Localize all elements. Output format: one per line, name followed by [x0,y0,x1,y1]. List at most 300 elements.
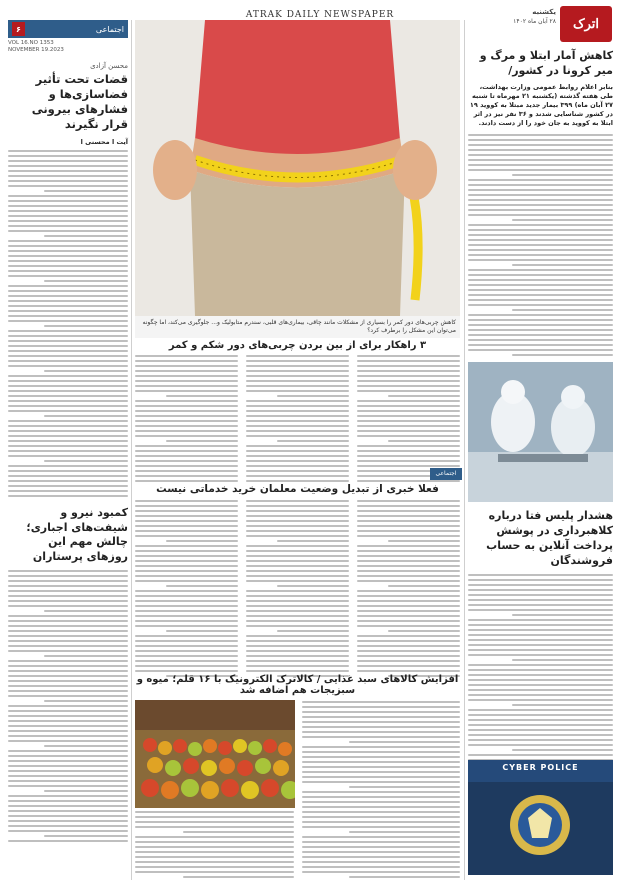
text-line [8,390,128,392]
text-line [8,155,128,157]
text-line [246,505,349,507]
text-line [246,355,349,357]
text-line [8,195,128,197]
text-line [8,825,128,827]
text-line [512,309,614,311]
left-article-headline: قضات تحت تأثیر فضاسازی‌ها و فشارهای بیرونی قرار نگیرند [31,72,128,131]
text-line [8,735,128,737]
text-line [246,615,349,617]
text-line [468,734,613,736]
text-line [44,745,128,747]
text-line [512,749,614,751]
text-line [135,565,238,567]
text-line [44,235,128,237]
text-line [357,480,460,482]
text-line [8,710,128,712]
text-line [357,365,460,367]
text-line [8,355,128,357]
text-line [468,269,613,271]
text-line [349,876,460,878]
text-line [135,530,238,532]
text-line [357,595,460,597]
text-line [302,736,461,738]
text-line [8,310,128,312]
text-line [8,475,128,477]
text-line [135,670,238,672]
text-line [277,540,349,542]
text-line [357,535,460,537]
text-line [135,620,238,622]
text-line [468,594,613,596]
text-line [468,349,613,351]
text-line [135,856,294,858]
text-line [357,560,460,562]
text-line [135,460,238,462]
text-line [357,500,460,502]
text-line [8,215,128,217]
text-line [357,570,460,572]
text-line [135,400,238,402]
text-line [468,319,613,321]
text-line [166,630,238,632]
text-line [246,625,349,627]
fruit-market-photo [135,700,295,808]
text-line [8,800,128,802]
text-line [357,465,460,467]
text-line [357,550,460,552]
text-line [8,570,128,572]
text-line [357,505,460,507]
text-line [8,730,128,732]
text-line [8,340,128,342]
text-line [246,610,349,612]
text-line [135,505,238,507]
text-line [246,665,349,667]
text-line [246,500,349,502]
text-line [302,811,461,813]
text-line [246,375,349,377]
fat-article-headline: ۳ راهکار برای از بین بردن چربی‌های دور شکم و کمر [168,340,427,351]
text-line [357,610,460,612]
text-line [8,495,128,497]
text-line [246,470,349,472]
text-line [357,575,460,577]
text-line [8,490,128,492]
text-line [357,665,460,667]
text-line [357,435,460,437]
text-line [246,405,349,407]
cyber-police-illustration [468,760,613,875]
text-line [246,640,349,642]
text-line [357,590,460,592]
text-line [468,604,613,606]
fat-article-column [246,355,349,482]
text-line [302,776,461,778]
text-line [135,450,238,452]
text-line [302,746,461,748]
text-line [135,410,238,412]
text-line [135,580,238,582]
text-line [357,625,460,627]
text-line [302,826,461,828]
text-line [135,851,294,853]
text-line [44,190,128,192]
text-line [246,360,349,362]
left-article-subhead: آیت ا محسنی ا [80,138,128,146]
text-line [468,204,613,206]
text-line [302,726,461,728]
text-line [8,480,128,482]
text-line [135,811,294,813]
text-line [388,395,460,397]
text-line [246,660,349,662]
text-line [357,645,460,647]
text-line [468,159,613,161]
text-line [246,555,349,557]
text-line [246,605,349,607]
text-line [357,525,460,527]
text-line [246,645,349,647]
text-line [135,470,238,472]
text-line [246,530,349,532]
text-line [246,390,349,392]
main-photo-caption: کاهش چربی‌های دور کمر را بسیاری از مشکلات مانند چاقی، بیماری‌های قلبی، سندرم متابولیک و... جلوگیری می‌کند، اما چگونه می‌توان این مشکل را برطرف کرد؟ [135,316,460,338]
prices-article-column [302,701,461,878]
text-line [357,600,460,602]
text-line [468,274,613,276]
text-line [44,790,128,792]
text-line [357,510,460,512]
text-line [357,620,460,622]
newspaper-logo: اترک [560,6,612,42]
text-line [357,670,460,672]
article-author: محسن آزادی [90,62,128,70]
waist-measurement-photo [135,20,460,316]
cyber-police-label: CYBER POLICE [502,763,579,772]
text-line [302,756,461,758]
text-line [8,630,128,632]
text-line [246,385,349,387]
text-line [246,450,349,452]
text-line [468,239,613,241]
text-line [135,500,238,502]
text-line [302,856,461,858]
text-line [357,400,460,402]
text-line [357,360,460,362]
lab-photo [468,362,613,502]
text-line [468,294,613,296]
fat-article [135,340,460,482]
text-line [8,585,128,587]
text-line [468,589,613,591]
text-line [357,460,460,462]
text-line [388,585,460,587]
text-line [468,249,613,251]
text-line [468,584,613,586]
text-line [246,635,349,637]
text-line [349,741,460,743]
text-line [8,605,128,607]
text-line [8,230,128,232]
column-divider [131,20,132,880]
text-line [468,729,613,731]
text-line [8,290,128,292]
text-line [468,674,613,676]
text-line [8,440,128,442]
text-line [357,615,460,617]
text-line [468,149,613,151]
left-article-body [8,150,128,497]
text-line [44,370,128,372]
text-line [44,835,128,837]
text-line [357,660,460,662]
text-line [135,650,238,652]
text-line [8,270,128,272]
text-line [302,846,461,848]
text-line [8,615,128,617]
text-line [8,365,128,367]
text-line [468,709,613,711]
text-line [135,420,238,422]
text-line [468,654,613,656]
text-line [8,740,128,742]
text-line [302,771,461,773]
cyber-police-photo [468,760,613,875]
page-number: ۶ [12,22,25,36]
text-line [135,861,294,863]
text-line [8,625,128,627]
text-line [512,354,614,356]
text-line [135,385,238,387]
masthead-day: یکشنبه [532,8,556,16]
text-line [357,640,460,642]
text-line [302,861,461,863]
text-line [8,650,128,652]
text-line [468,164,613,166]
text-line [246,550,349,552]
text-line [246,370,349,372]
text-line [8,380,128,382]
text-line [8,645,128,647]
text-line [468,679,613,681]
text-line [135,405,238,407]
text-line [8,360,128,362]
text-line [468,154,613,156]
text-line [135,570,238,572]
right-article-2 [468,508,613,796]
text-line [357,380,460,382]
fat-article-columns [135,355,460,482]
text-line [135,425,238,427]
text-line [8,685,128,687]
text-line [468,689,613,691]
right-article-body [468,134,613,356]
text-line [166,585,238,587]
text-line [8,295,128,297]
text-line [468,139,613,141]
text-line [135,415,238,417]
section-title: اجتماعی [95,24,124,34]
text-line [246,365,349,367]
text-line [135,550,238,552]
teachers-article-columns [135,500,460,677]
text-line [135,560,238,562]
right-article-lead: بنابر اعلام روابط عمومی وزارت بهداشت، طی هفته گذشته (یکشنبه ۲۱ مهرماه تا شنبه ۲۷ آبان ماه) ۳۹۹ بیمار جدید مبتلا به کووید ۱۹ در کشور شناسایی شدند و ۳۶ نفر نیز در اثر ابتلا به کووید به جان خود را از دست دادند. [469,83,613,127]
text-line [302,706,461,708]
text-line [8,420,128,422]
text-line [8,830,128,832]
text-line [468,739,613,741]
text-line [468,754,613,756]
text-line [246,535,349,537]
right-article-2-headline: هشدار پلیس فتا درباره کلاهبرداری در پوشش پرداخت آنلاین به حساب فروشندگان [486,509,613,567]
text-line [468,199,613,201]
text-line [135,590,238,592]
text-line [468,329,613,331]
text-line [8,755,128,757]
text-line [468,619,613,621]
text-line [357,455,460,457]
text-line [357,655,460,657]
text-line [468,694,613,696]
text-line [8,820,128,822]
text-line [246,415,349,417]
text-line [246,545,349,547]
text-line [246,525,349,527]
text-line [8,485,128,487]
text-line [246,410,349,412]
text-line [246,465,349,467]
text-line [135,480,238,482]
text-line [468,699,613,701]
text-line [246,510,349,512]
text-line [8,305,128,307]
text-line [8,350,128,352]
text-line [277,630,349,632]
text-line [246,520,349,522]
text-line [8,425,128,427]
text-line [349,786,460,788]
text-line [8,675,128,677]
text-line [135,615,238,617]
text-line [8,785,128,787]
text-line [357,420,460,422]
text-line [302,791,461,793]
text-line [135,370,238,372]
text-line [44,700,128,702]
text-line [8,695,128,697]
text-line [8,760,128,762]
text-line [468,684,613,686]
text-line [468,724,613,726]
section-header [8,20,128,38]
text-line [8,330,128,332]
text-line [8,660,128,662]
text-line [8,640,128,642]
left-article [8,62,128,497]
text-line [512,219,614,221]
text-line [468,574,613,576]
text-line [357,530,460,532]
teachers-article [135,483,460,677]
text-line [44,280,128,282]
text-line [135,355,238,357]
text-line [468,214,613,216]
right-article-headline: کاهش آمار ابتلا و مرگ و میر کرونا در کشور/ [479,49,613,77]
text-line [8,775,128,777]
text-line [468,719,613,721]
text-line [468,284,613,286]
text-line [8,715,128,717]
text-line [8,315,128,317]
text-line [8,375,128,377]
text-line [8,590,128,592]
text-line [468,189,613,191]
text-line [8,450,128,452]
text-line [135,575,238,577]
text-line [135,510,238,512]
left-article-2-headline: کمبود نیرو و شیفت‌های اجباری؛ چالش مهم این روزهای پرستاران [26,506,128,563]
right-article [468,48,613,356]
text-line [468,664,613,666]
text-line [357,410,460,412]
text-line [166,540,238,542]
text-line [8,170,128,172]
text-line [246,570,349,572]
teachers-article-column [357,500,460,677]
text-line [135,390,238,392]
text-line [357,555,460,557]
text-line [135,625,238,627]
text-line [8,810,128,812]
text-line [8,670,128,672]
text-line [8,455,128,457]
text-line [468,634,613,636]
text-line [135,520,238,522]
text-line [8,575,128,577]
text-line [468,244,613,246]
text-line [357,355,460,357]
text-line [135,846,294,848]
text-line [166,440,238,442]
text-line [8,225,128,227]
text-line [135,826,294,828]
text-line [302,841,461,843]
text-line [135,445,238,447]
text-line [246,425,349,427]
text-line [246,380,349,382]
text-line [8,430,128,432]
text-line [302,731,461,733]
text-line [8,725,128,727]
text-line [246,650,349,652]
text-line [357,375,460,377]
text-line [357,520,460,522]
text-line [468,669,613,671]
text-line [8,805,128,807]
volume-info [8,40,128,54]
text-line [8,205,128,207]
text-line [302,796,461,798]
volume-number: VOL 16.NO 1353 [8,40,54,46]
text-line [468,279,613,281]
text-line [44,460,128,462]
text-line [246,565,349,567]
text-line [468,254,613,256]
masthead-date-line: ۲۸ آبان ماه ۱۴۰۲ [513,18,556,25]
column-divider [464,20,465,880]
text-line [302,851,461,853]
